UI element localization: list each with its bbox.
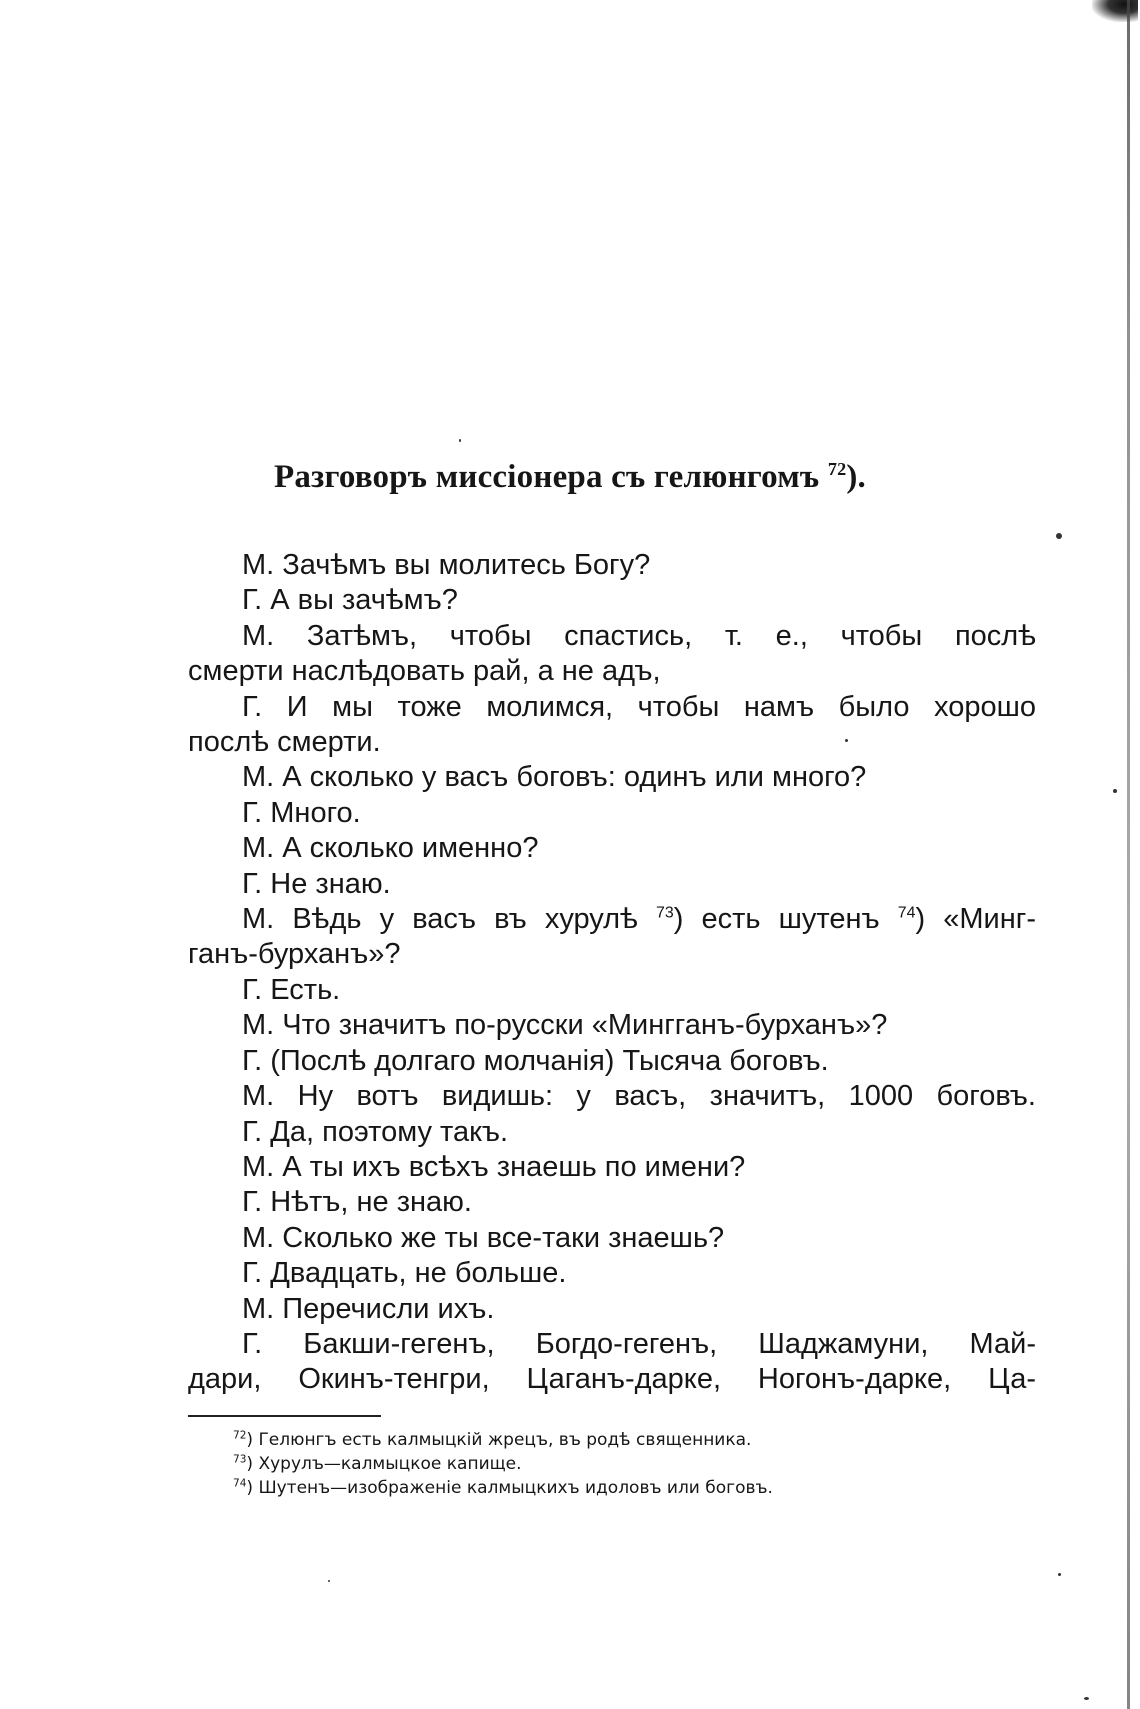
dialogue-line: Г. Нѣтъ, не знаю. xyxy=(242,1186,472,1219)
dialogue-line: М. Перечисли ихъ. xyxy=(242,1292,495,1325)
page-edge-shadow xyxy=(1127,0,1130,1709)
scan-speck xyxy=(328,1580,330,1582)
title-footnote-ref: 72 xyxy=(827,459,847,479)
scan-speck xyxy=(1056,533,1062,539)
dialogue-line: Г. А вы зачѣмъ? xyxy=(242,584,458,617)
dialogue-line: М. Зачѣмъ вы молитесь Богу? xyxy=(242,549,651,581)
dialogue-line: Г. Двадцать, не больше. xyxy=(242,1257,567,1290)
footnote-item xyxy=(233,1452,773,1476)
footnote-ref: 74 xyxy=(897,904,916,922)
footnote-number: 73 xyxy=(233,1453,247,1466)
footnote-number: 74 xyxy=(233,1477,247,1490)
dialogue-line: ганъ-бурханъ»? xyxy=(188,938,401,971)
dialogue-segment: ) есть шутенъ xyxy=(673,903,898,936)
dialogue-line: М. А ты ихъ всѣхъ знаешь по имени? xyxy=(242,1150,746,1183)
footnote-divider xyxy=(188,1415,381,1417)
dialogue-segment: М. Вѣдь у васъ въ хурулѣ xyxy=(242,903,638,936)
footnote-text: ) Гелюнгъ есть калмыцкій жрецъ, въ родѣ священника. xyxy=(246,1430,752,1450)
dialogue-line: М. Ну вотъ видишь: у васъ, значитъ, 1000 боговъ. xyxy=(242,1080,1036,1113)
footnote-text: ) Хурулъ—калмыцкое капище. xyxy=(246,1454,522,1474)
dialogue-line: М. А сколько именно? xyxy=(242,832,539,865)
dialogue-segment: ) «Минг- xyxy=(915,903,1036,936)
dialogue-line: М. Что значитъ по-русски «Мингганъ-бурханъ»? xyxy=(242,1009,888,1042)
dialogue-line: Г. Есть. xyxy=(242,973,341,1006)
footnote-number: 72 xyxy=(233,1429,247,1442)
footnote-ref: 73 xyxy=(656,904,674,922)
dialogue-line: М. Сколько же ты все-таки знаешь? xyxy=(242,1221,725,1254)
title-tail: ). xyxy=(846,459,866,495)
footnote-item xyxy=(233,1476,773,1500)
dialogue-line: дари, Окинъ-тенгри, Цаганъ-дарке, Ногонъ-дарке, Ца- xyxy=(188,1363,1036,1396)
dialogue-line: послѣ смерти. xyxy=(188,726,381,759)
dialogue-line: Г. Бакши-гегенъ, Богдо-гегенъ, Шаджамуни, Май- xyxy=(242,1327,1036,1360)
dialogue-line: М. А сколько у васъ боговъ: одинъ или много? xyxy=(242,761,867,794)
scan-speck xyxy=(459,439,461,442)
title-text: Разговоръ миссіонера съ гелюнгомъ xyxy=(274,459,820,495)
dialogue-line: Г. Много. xyxy=(242,796,361,829)
dialogue-line: Г. Не знаю. xyxy=(242,867,391,900)
footnotes xyxy=(233,1428,773,1500)
page-title xyxy=(0,459,1140,496)
dialogue-line: М. Затѣмъ, чтобы спастись, т. е., чтобы послѣ xyxy=(242,619,1036,652)
scan-speck xyxy=(1084,1697,1089,1700)
scan-corner-smudge xyxy=(1092,0,1138,22)
scan-speck xyxy=(1113,789,1117,793)
footnote-text: ) Шутенъ—изображеніе калмыцкихъ идоловъ или боговъ. xyxy=(246,1478,773,1498)
scan-speck xyxy=(1058,1573,1061,1576)
dialogue-line: Г. Да, поэтому такъ. xyxy=(242,1115,509,1148)
dialogue-line: Г. (Послѣ долгаго молчанія) Тысяча боговъ. xyxy=(242,1044,829,1077)
dialogue-text xyxy=(188,548,1036,1398)
footnote-item xyxy=(233,1428,773,1452)
dialogue-line xyxy=(188,902,1036,937)
dialogue-line: смерти наслѣдовать рай, а не адъ, xyxy=(188,655,661,688)
dialogue-line: Г. И мы тоже молимся, чтобы намъ было хорошо xyxy=(242,690,1036,723)
